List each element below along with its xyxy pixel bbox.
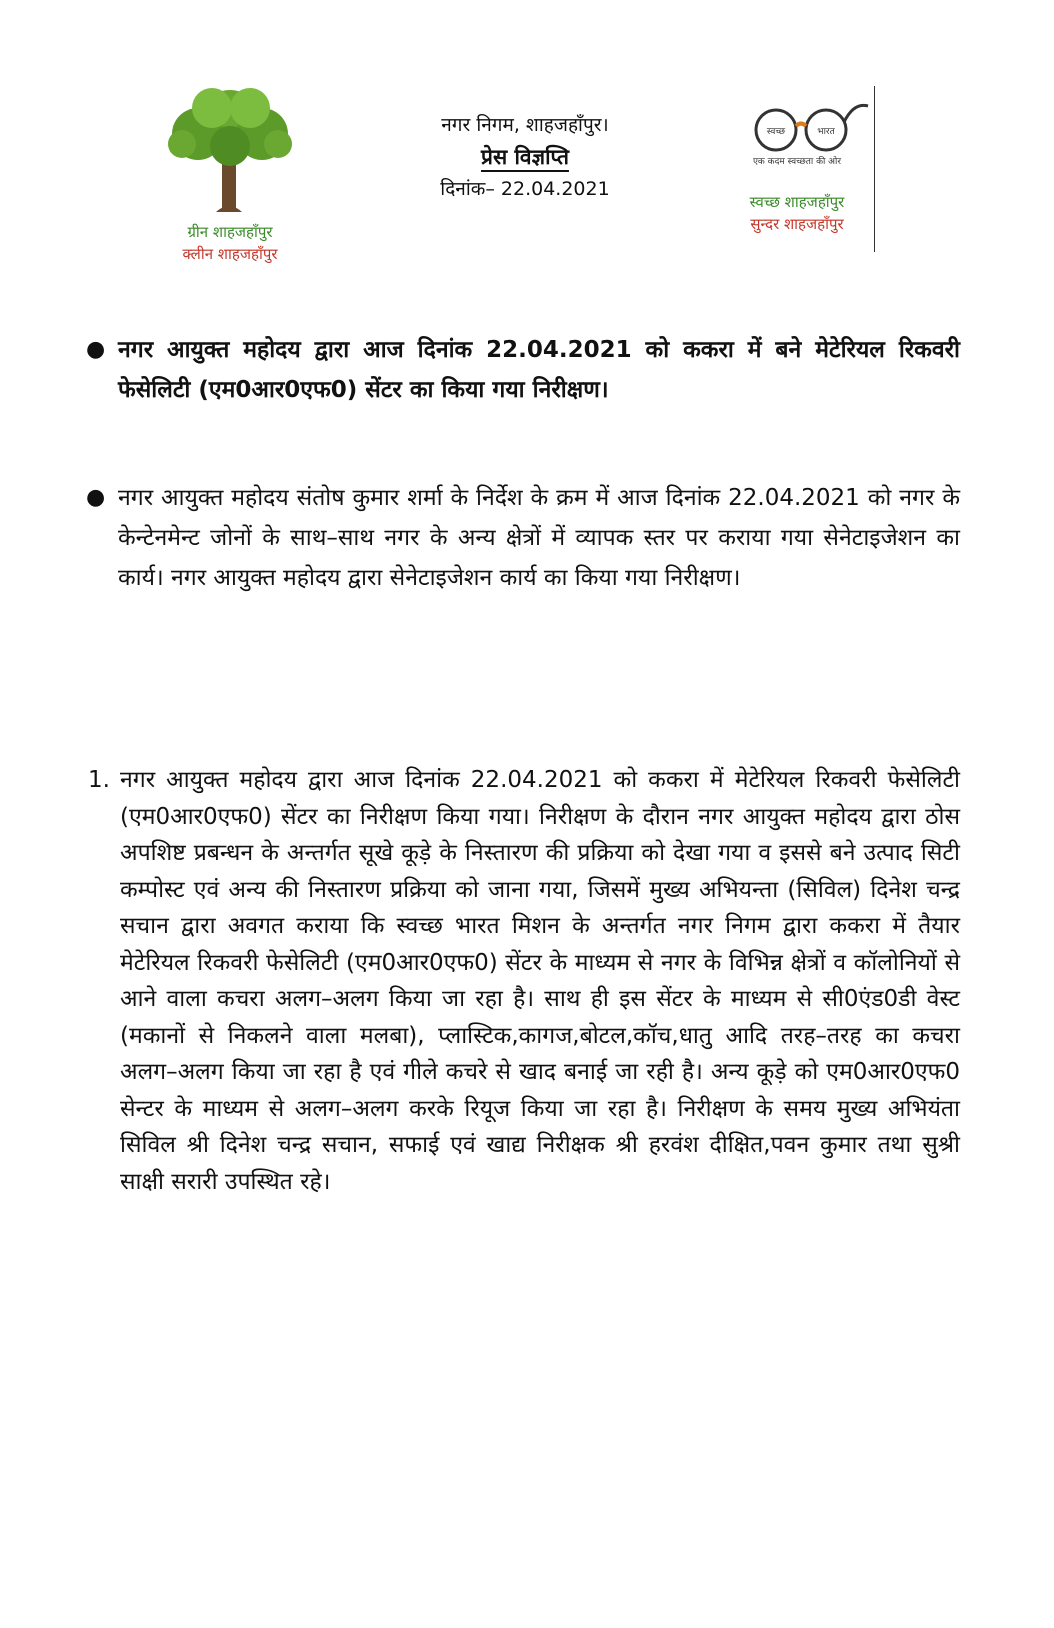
swachh-bharat-logo: [742, 96, 872, 256]
bullet-item: [80, 330, 960, 410]
logo-caption-clean: क्लीन शाहजहाँपुर: [182, 245, 278, 263]
bullet-text: नगर आयुक्त महोदय संतोष कुमार शर्मा के निर्देश के क्रम में आज दिनांक 22.04.2021 को नगर के केन्टेनमेन्ट जोनों के साथ–साथ नगर के अन्य क्षेत्रों में व्यापक स्तर पर कराया गया सेनेटाइजेशन का कार्य। नगर आयुक्त महोदय द्वारा सेनेटाइजेशन कार्य का किया गया निरीक्षण।: [118, 485, 960, 591]
swachh-bharat-spectacles-icon: [748, 96, 872, 152]
item-number: 1.: [88, 767, 110, 793]
bullet-icon: ●: [86, 485, 106, 510]
bharat-word: भारत: [817, 127, 835, 137]
header-divider: [874, 86, 875, 252]
swachh-shahjahanpur-text: स्वच्छ शाहजहाँपुर: [749, 193, 845, 211]
organization-name: नगर निगम, शाहजहाँपुर।: [441, 114, 609, 136]
green-shahjahanpur-logo: [150, 82, 310, 272]
tree-icon: [162, 82, 298, 217]
numbered-item: [80, 762, 960, 1200]
bullet-text: नगर आयुक्त महोदय द्वारा आज दिनांक 22.04.2021 को ककरा में बने मेटेरियल रिकवरी फेसेलिटी (एम0आर0एफ0) सेंटर का किया गया निरीक्षण।: [118, 337, 960, 403]
logo-caption-green: ग्रीन शाहजहाँपुर: [187, 223, 273, 241]
document-date: दिनांक– 22.04.2021: [440, 178, 610, 200]
document-title: प्रेस विज्ञप्ति: [481, 145, 569, 169]
swachh-tagline: एक कदम स्वच्छता की ओर: [752, 157, 842, 167]
item-paragraph: नगर आयुक्त महोदय द्वारा आज दिनांक 22.04.2021 को ककरा में मेटेरियल रिकवरी फेसेलिटी (एम0आर0एफ0) सेंटर का निरीक्षण किया गया। निरीक्षण के दौरान नगर आयुक्त महोदय द्वारा ठोस अपशिष्ट प्रबन्धन के अन्तर्गत सूखे कूड़े के निस्तारण की प्रक्रिया को देखा गया व इससे बने उत्पाद सिटी कम्पोस्ट एवं अन्य की निस्तारण प्रक्रिया को जाना गया, जिसमें मुख्य अभियन्ता (सिविल) दिनेश चन्द्र सचान द्वारा अवगत कराया कि स्वच्छ भारत मिशन के अन्तर्गत नगर निगम द्वारा ककरा में तैयार मेटेरियल रिकवरी फेसेलिटी (एम0आर0एफ0) सेंटर के माध्यम से नगर के विभिन्न क्षेत्रों व कॉलोनियों से आने वाला कचरा अलग–अलग किया जा रहा है। साथ ही इस सेंटर के माध्यम से सी0एंड0डी वेस्ट (मकानों से निकलने वाला मलबा), प्लास्टिक,कागज,बोटल,कॉच,धातु आदि तरह–तरह का कचरा अलग–अलग किया जा रहा है एवं गीले कचरे से खाद बनाई जा रही है। अन्य कूड़े को एम0आर0एफ0 सेन्टर के माध्यम से अलग–अलग करके रियूज किया जा रहा है। निरीक्षण के समय मुख्य अभियंता सिविल श्री दिनेश चन्द्र सचान, सफाई एवं खाद्य निरीक्षक श्री हरवंश दीक्षित,पवन कुमार तथा सुश्री साक्षी सरारी उपस्थित रहे।: [120, 767, 960, 1195]
bullet-icon: ●: [86, 337, 106, 362]
letterhead: [400, 110, 650, 204]
swachh-word: स्वच्छ: [766, 127, 786, 137]
bullet-item: [80, 478, 960, 598]
sundar-shahjahanpur-text: सुन्दर शाहजहाँपुर: [750, 215, 844, 233]
